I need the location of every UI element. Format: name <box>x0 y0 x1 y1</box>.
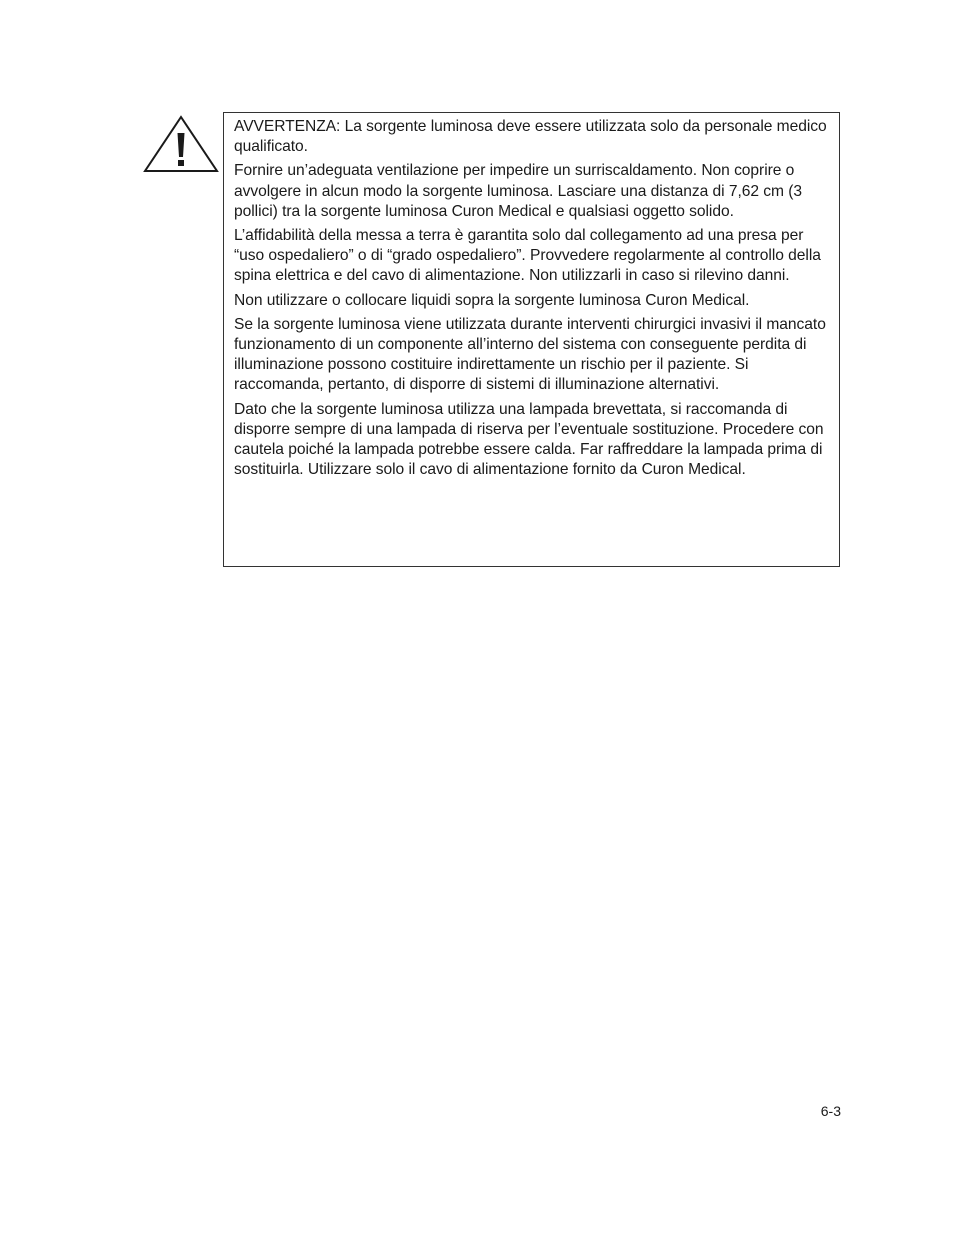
warning-paragraph-qualified-personnel: AVVERTENZA: La sorgente luminosa deve essere utilizzata solo da personale medico qualificato. <box>234 118 827 156</box>
warning-paragraph-grounding: L’affidabilità della messa a terra è garantita solo dal collegamento ad una presa per “uso ospedaliero” o di “grado ospedaliero”. Provvedere regolarmente al controllo della spina elettrica e del cavo di alimentazione. Non utilizzarli in caso si rilevino danni. <box>234 227 821 285</box>
warning-paragraph-invasive-surgery: Se la sorgente luminosa viene utilizzata durante interventi chirurgici invasivi il mancato funzionamento di un componente all’interno del sistema con conseguente perdita di illuminazione possono costituire indirettamente un rischio per il paziente. Si raccomanda, pertanto, di disporre di sistemi di illuminazione alternativi. <box>234 315 826 394</box>
warning-paragraph-liquids: Non utilizzare o collocare liquidi sopra la sorgente luminosa Curon Medical. <box>234 291 750 309</box>
warning-paragraph-spare-lamp: Dato che la sorgente luminosa utilizza una lampada brevettata, si raccomanda di disporre sempre di una lampada di riserva per l’eventuale sostituzione. Procedere con cautela poiché la lampada potrebbe essere calda. Far raffreddare la lampada prima di sostituirla. Utilizzare solo il cavo di alimentazione fornito da Curon Medical. <box>234 400 824 479</box>
warning-triangle-icon <box>143 115 219 173</box>
page-number: 6-3 <box>820 1103 841 1119</box>
warning-paragraph-ventilation: Fornire un’adeguata ventilazione per impedire un surriscaldamento. Non coprire o avvolgere in alcun modo la sorgente luminosa. Lasciare una distanza di 7,62 cm (3 pollici) tra la sorgente luminosa Curon Medical e qualsiasi oggetto solido. <box>234 162 803 220</box>
warning-box <box>223 112 840 567</box>
